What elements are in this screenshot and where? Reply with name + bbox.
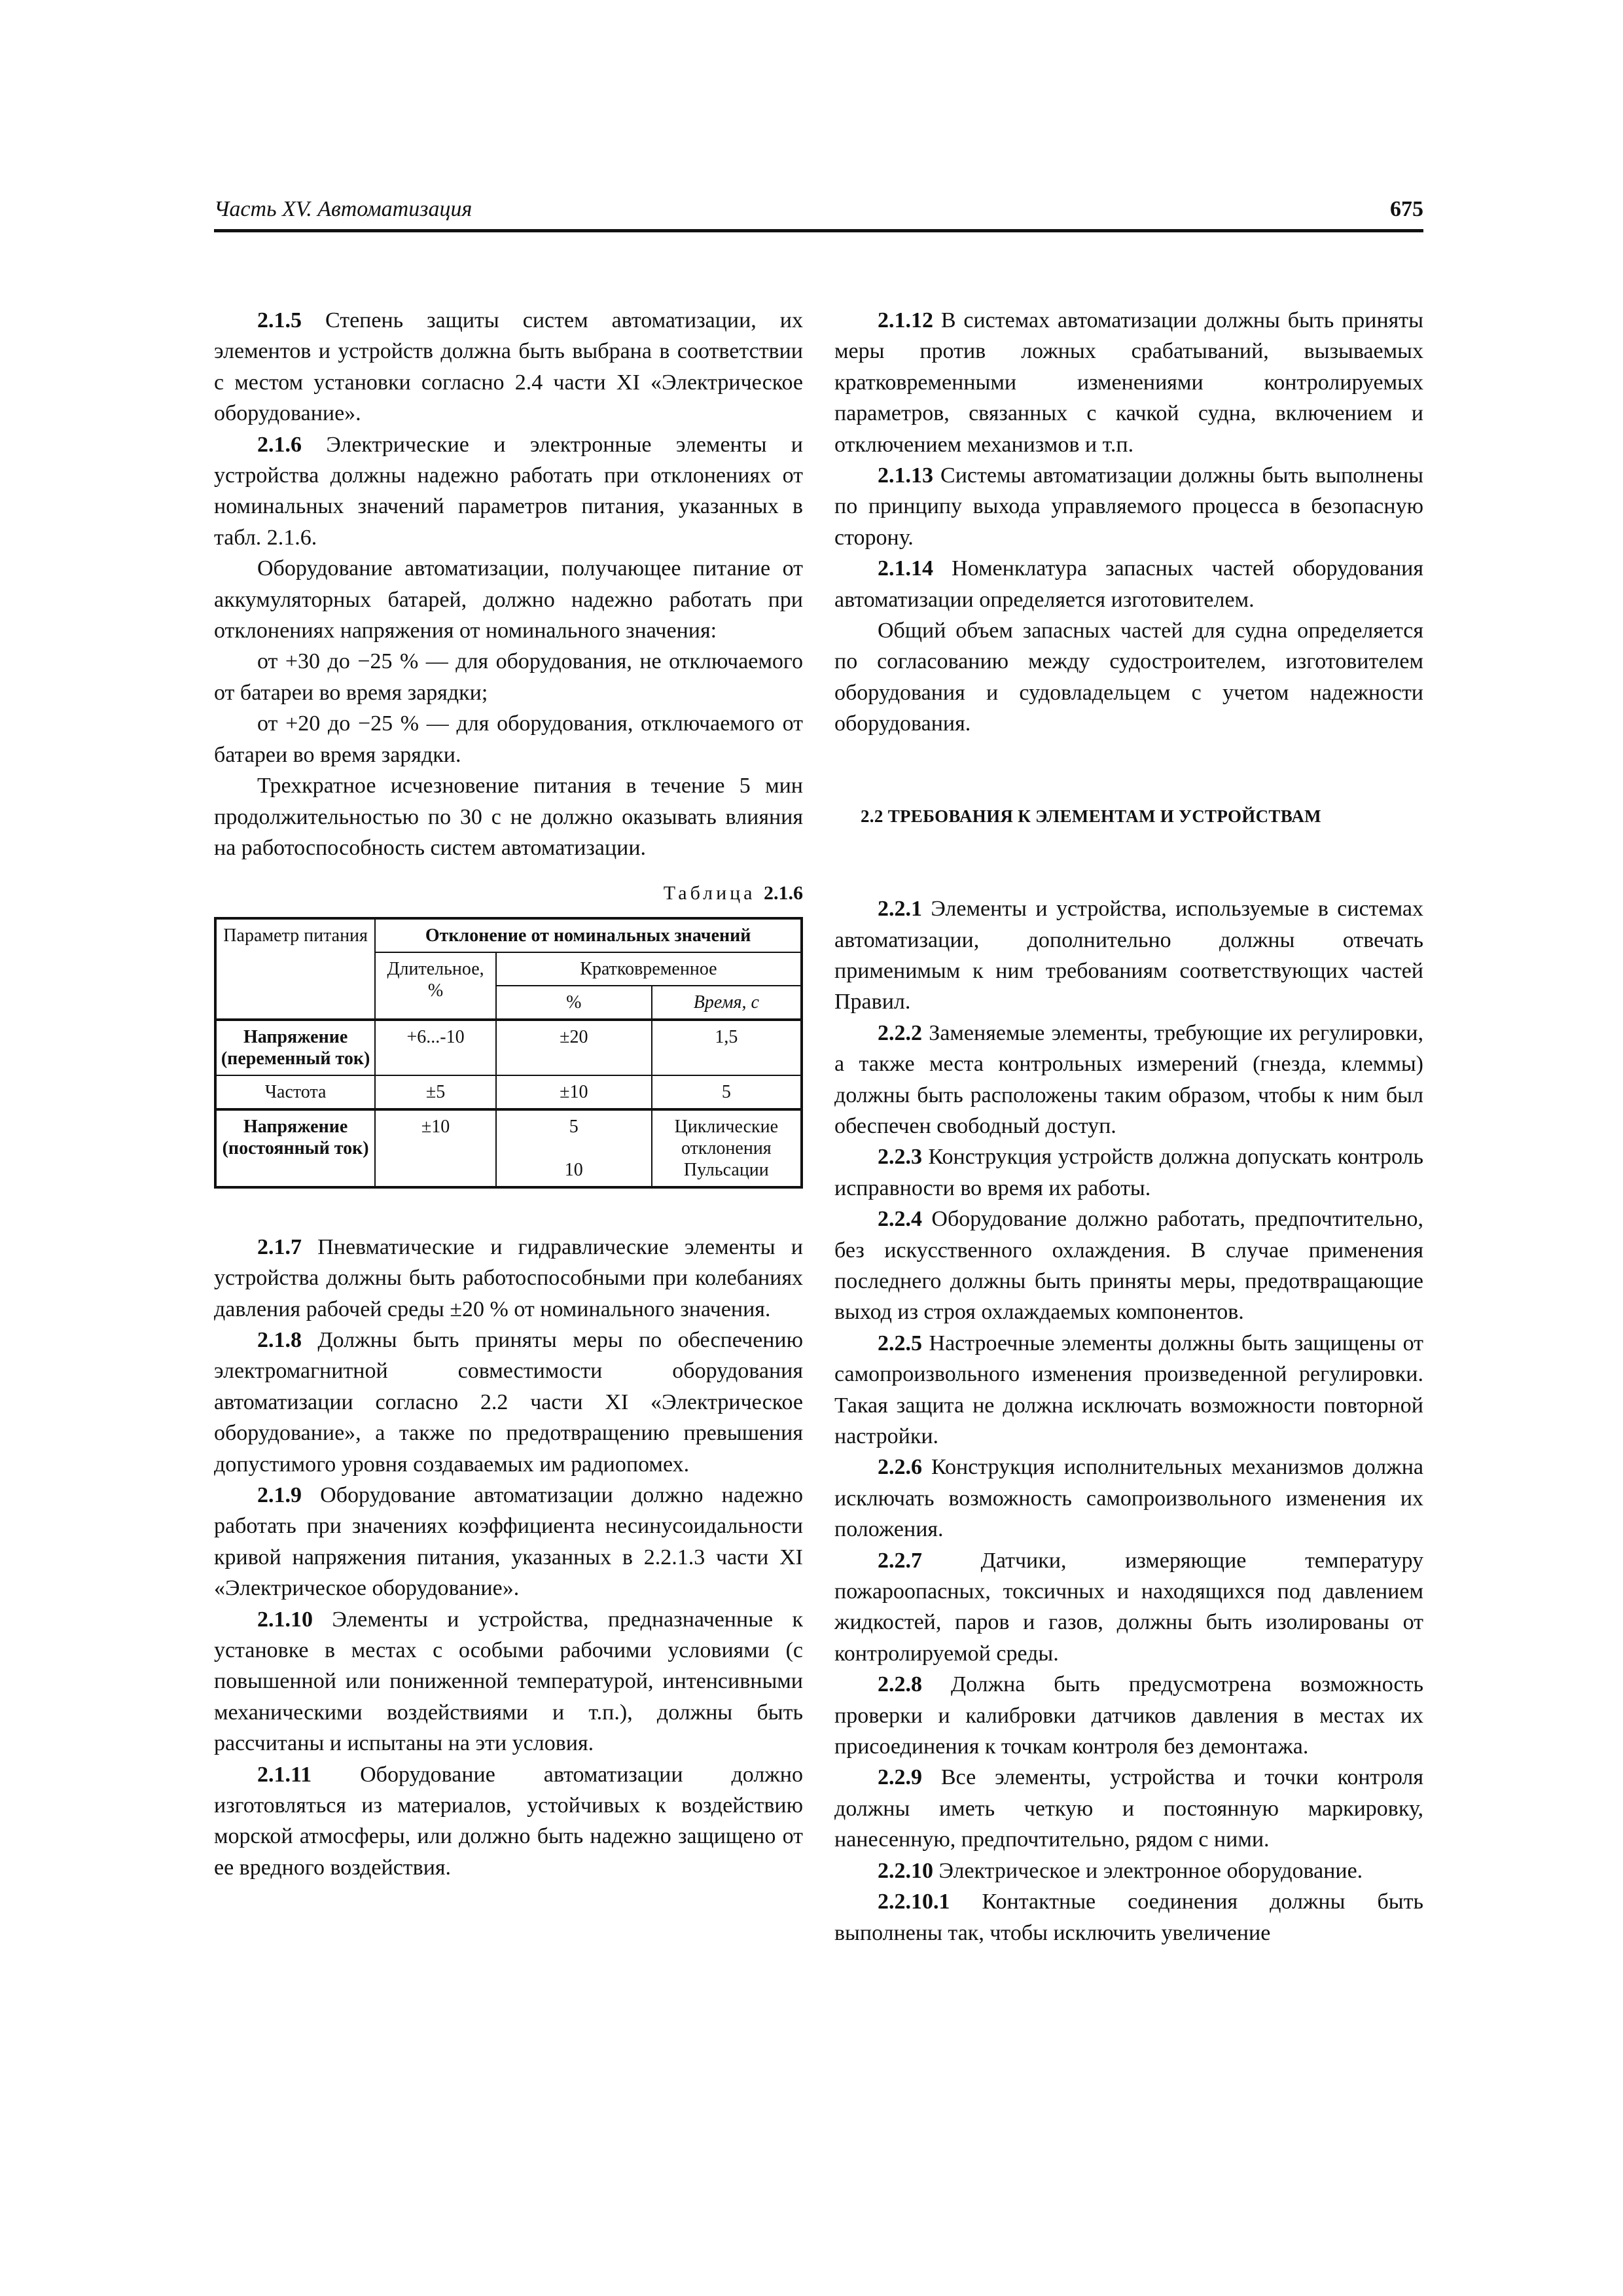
table-cell-dc-note (652, 1109, 802, 1187)
clause-2-1-12 (834, 305, 1423, 460)
table-header-long: Длительное, % (375, 952, 496, 1020)
header-rule (214, 229, 1423, 232)
table-header-time: Время, с (652, 986, 802, 1020)
clause-text: Должны быть приняты меры по обеспечению электромагнитной совместимости оборудования автоматизации согласно 2.2 части XI «Электрическое оборудование», а также по предотвращению превышения допустимого уровня создаваемых им радиопомех. (214, 1327, 803, 1477)
clause-number: 2.2.10.1 (878, 1890, 950, 1914)
clause-number: 2.2.5 (878, 1331, 922, 1355)
table-cell-dc-long: ±10 (375, 1109, 496, 1187)
clause-text: Конструкция устройств должна допускать контроль исправности во время их работы. (834, 1145, 1423, 1200)
table-cell-ac-voltage-pct: ±20 (496, 1020, 652, 1075)
table-cell-dc-pct-2: 10 (564, 1159, 583, 1180)
table-cell-dc-pct-1: 5 (569, 1116, 579, 1137)
table-cell-ac-voltage-long: +6...-10 (375, 1020, 496, 1075)
clause-number: 2.1.10 (257, 1607, 313, 1632)
clause-2-1-6 (214, 429, 803, 554)
table-caption (214, 878, 803, 908)
clause-text: Оборудование должно работать, предпочтительно, без искусственного охлаждения. В случае применения последнего должны быть приняты меры, предотвращающие выход из строя охлаждаемых компонентов. (834, 1207, 1423, 1325)
clause-number: 2.2.2 (878, 1020, 922, 1045)
table-caption-number: 2.1.6 (764, 882, 803, 905)
clause-number: 2.2.9 (878, 1765, 922, 1790)
clause-number: 2.1.7 (257, 1234, 302, 1259)
clause-text: Оборудование автоматизации должно надежно работать при значениях коэффициента несинусоидальности кривой напряжения питания, указанных в 2.2.1.3 части XI «Электрическое оборудование». (214, 1482, 803, 1601)
clause-number: 2.1.14 (878, 556, 933, 581)
running-header (214, 196, 1423, 223)
clause-number: 2.1.11 (257, 1762, 312, 1787)
table-cell-dc-label: Напряжение (постоянный ток) (215, 1109, 375, 1187)
clause-2-1-7 (214, 1232, 803, 1325)
table-header-param: Параметр питания (215, 918, 375, 1020)
clause-text: Должна быть предусмотрена возможность проверки и калибровки датчиков давления в местах их присоединения к точкам контроля без демонтажа. (834, 1672, 1423, 1759)
clause-2-1-13 (834, 460, 1423, 553)
clause-2-1-11 (214, 1759, 803, 1884)
clause-2-1-8 (214, 1325, 803, 1480)
clause-number: 2.2.1 (878, 897, 922, 922)
clause-number: 2.1.9 (257, 1482, 302, 1507)
clause-2-2-9 (834, 1762, 1423, 1855)
clause-text: Электрическое и электронное оборудование. (933, 1858, 1363, 1883)
clause-number: 2.2.3 (878, 1145, 922, 1170)
left-column (214, 305, 803, 1883)
clause-number: 2.1.8 (257, 1327, 302, 1352)
clause-number: 2.2.4 (878, 1207, 922, 1232)
clause-text: Электрические и электронные элементы и устройства должны надежно работать при отклонениях от номинальных значений параметров питания, указанных в табл. 2.1.6. (214, 432, 803, 550)
clause-2-2-6 (834, 1452, 1423, 1545)
clause-number: 2.1.6 (257, 432, 302, 457)
clause-number: 2.1.5 (257, 308, 302, 332)
clause-text: Заменяемые элементы, требующие их регулировки, а также места контрольных измерений (гнезда, клеммы) должны быть расположены таким образом, чтобы к ним был обеспечен свободный доступ. (834, 1020, 1423, 1138)
clause-text: В системах автоматизации должны быть приняты меры против ложных срабатываний, вызываемых кратковременными изменениями контролируемых параметров, связанных с качкой судна, включением и отключением механизмов и т.п. (834, 308, 1423, 457)
table-cell-dc-note-2: Пульсации (683, 1159, 769, 1180)
clause-text: Конструкция исполнительных механизмов должна исключать возможность самопроизвольного изменения их положения. (834, 1455, 1423, 1542)
clause-text: Пневматические и гидравлические элементы и устройства должны быть работоспособными при колебаниях давления рабочей среды ±20 % от номинального значения. (214, 1234, 803, 1321)
clause-number: 2.2.10 (878, 1858, 933, 1883)
clause-2-2-2 (834, 1018, 1423, 1142)
clause-text: Все элементы, устройства и точки контроля должны иметь четкую и постоянную маркировку, нанесенную, предпочтительно, рядом с ними. (834, 1765, 1423, 1852)
table-cell-ac-voltage-label: Напряжение (переменный ток) (215, 1020, 375, 1075)
clause-2-1-14 (834, 553, 1423, 615)
paragraph-range-2: от +20 до −25 % — для оборудования, отключаемого от батареи во время зарядки. (214, 711, 803, 767)
clause-number: 2.2.6 (878, 1455, 922, 1480)
table-cell-freq-time: 5 (652, 1075, 802, 1109)
table-cell-freq-pct: ±10 (496, 1075, 652, 1109)
clause-number: 2.2.8 (878, 1672, 922, 1697)
clause-2-1-5 (214, 305, 803, 429)
clause-2-2-1 (834, 893, 1423, 1018)
clause-text: Оборудование автоматизации должно изготовляться из материалов, устойчивых к воздействию морской атмосферы, или должно быть надежно защищено от ее вредного воздействия. (214, 1762, 803, 1880)
paragraph-range-1: от +30 до −25 % — для оборудования, не отключаемого от батареи во время зарядки; (214, 649, 803, 705)
table-cell-dc-note-1: Циклические отклонения (674, 1116, 779, 1158)
clause-text: Номенклатура запасных частей оборудования автоматизации определяется изготовителем. (834, 556, 1423, 612)
clause-number: 2.1.12 (878, 308, 933, 332)
clause-text: Датчики, измеряющие температуру пожароопасных, токсичных и находящихся под давлением жидкостей, паров и газов, должны быть изолированы от контролируемой среды. (834, 1548, 1423, 1666)
table-caption-word: Таблица (663, 882, 764, 905)
clause-2-2-8 (834, 1669, 1423, 1762)
clause-number: 2.2.7 (878, 1548, 922, 1573)
table-cell-freq-label: Частота (215, 1075, 375, 1109)
clause-text: Элементы и устройства, используемые в системах автоматизации, дополнительно должны отвечать применимым к ним требованиям соответствующих частей Правил. (834, 897, 1423, 1014)
page-number: 675 (1390, 197, 1423, 221)
clause-text: Контактные соединения должны быть выполнены так, чтобы исключить увеличение (834, 1890, 1423, 1945)
clause-2-2-7 (834, 1545, 1423, 1670)
table-cell-dc-pct (496, 1109, 652, 1187)
clause-2-2-4 (834, 1204, 1423, 1328)
clause-2-2-5 (834, 1328, 1423, 1452)
clause-text: Степень защиты систем автоматизации, их элементов и устройств должна быть выбрана в соответствии с местом установки согласно 2.4 части XI «Электрическое оборудование». (214, 308, 803, 426)
clause-text: Системы автоматизации должны быть выполнены по принципу выхода управляемого процесса в безопасную сторону. (834, 463, 1423, 550)
table-cell-freq-long: ±5 (375, 1075, 496, 1109)
clause-2-1-9 (214, 1480, 803, 1604)
clause-2-2-3 (834, 1141, 1423, 1204)
clause-number: 2.1.13 (878, 463, 933, 488)
paragraph-spares: Общий объем запасных частей для судна определяется по согласованию между судостроителем, изготовителем оборудования и судовладельцем с учетом надежности оборудования. (834, 619, 1423, 736)
section-heading-2-2: 2.2 ТРЕБОВАНИЯ К ЭЛЕМЕНТАМ И УСТРОЙСТВАМ (861, 806, 1321, 826)
clause-2-1-10 (214, 1604, 803, 1759)
table-cell-ac-voltage-time: 1,5 (652, 1020, 802, 1075)
paragraph-triple-loss: Трехкратное исчезновение питания в течение 5 мин продолжительностью по 30 с не должно оказывать влияния на работоспособность систем автоматизации. (214, 774, 803, 860)
table-header-percent: % (496, 986, 652, 1020)
paragraph-battery: Оборудование автоматизации, получающее питание от аккумуляторных батарей, должно надежно работать при отклонениях напряжения от номинального значения: (214, 556, 803, 643)
clause-text: Элементы и устройства, предназначенные к установке в местах с особыми рабочими условиями (с повышенной или пониженной температурой, интенсивными механическими воздействиями и т.п.), должны быть рассчитаны и испытаны на эти условия. (214, 1607, 803, 1756)
right-column (834, 305, 1423, 1948)
table-header-deviation: Отклонение от номинальных значений (375, 918, 802, 952)
clause-text: Настроечные элементы должны быть защищены от самопроизвольного изменения произведенной регулировки. Такая защита не должна исключать возможности повторной настройки. (834, 1331, 1423, 1448)
clause-2-2-10-1 (834, 1886, 1423, 1948)
part-title: Часть XV. Автоматизация (214, 197, 473, 221)
clause-2-2-10 (834, 1856, 1423, 1886)
table-header-short: Кратковременное (496, 952, 802, 986)
table-2-1-6 (214, 917, 803, 1189)
